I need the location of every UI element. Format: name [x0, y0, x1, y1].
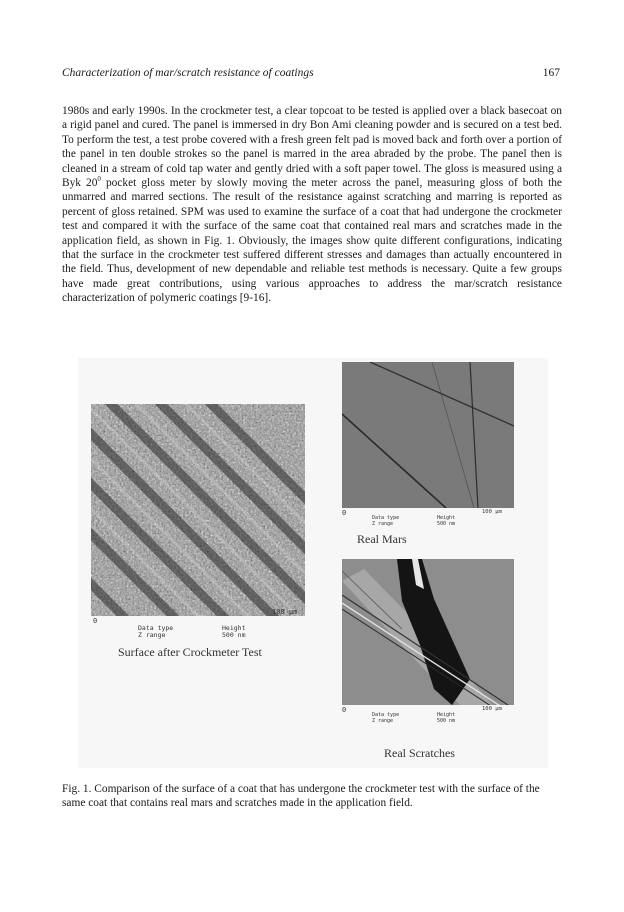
- scratches-meta-right: [437, 713, 455, 724]
- scratches-axis-min: 0: [342, 706, 347, 714]
- body-text-part-1: 1980s and early 1990s. In the crockmeter test, a clear topcoat to be tested is applied over a black basecoat on a rigid panel and cured. The panel is immersed in dry Bon Ami cleaning powder and is secured on a test bed. To perform the test, a test probe covered with a fresh green felt pad is moved back and forth over a portion of the panel in ten double strokes so the panel is marred in the area abraded by the probe. The panel then is cleaned in a stream of cold tap water and gently dried with a soft paper towel. The gloss is measured using a Byk 20: [62, 105, 562, 190]
- scratches-data-type-key: Data type: [372, 712, 400, 718]
- crockmeter-meta-left: [138, 625, 173, 639]
- degree-superscript: 0: [97, 175, 101, 184]
- real-mars-texture: [342, 362, 514, 508]
- crockmeter-meta-right: [222, 625, 245, 639]
- scratches-z-range-val: 500 nm: [437, 717, 456, 724]
- page-number: 167: [542, 67, 560, 79]
- crockmeter-spm-image: [91, 404, 305, 616]
- scratches-z-range-key: Z range: [372, 717, 394, 724]
- crockmeter-z-range-val: 500 nm: [222, 631, 246, 639]
- real-scratches-spm-image: [342, 559, 514, 705]
- real-mars-spm-image: [342, 362, 514, 508]
- running-head: [62, 67, 560, 79]
- scratches-axis-max: 100 µm: [482, 706, 502, 712]
- mars-z-range-key: Z range: [372, 520, 394, 527]
- mars-axis-min: 0: [342, 509, 347, 517]
- body-text-part-2: pocket gloss meter by slowly moving the meter across the panel, measuring gloss of both the unmarred and marred sections. The result of the resistance against scratching and marring is reported as percent of gloss retained. SPM was used to examine the surface of a coat that had undergone the crockmeter test and compared it with the surface of the same coat that contained real mars and scratches made in the application field, as shown in Fig. 1. Obviously, the images show quite different configurations, indicating that the surface in the crockmeter test suffered different stresses and damages than actually encountered in the field. Thus, development of new dependable and reliable test methods is necessary. Quite a few groups have made great contributions, using various approaches to address the mar/scratch resistance characterization of polymeric coatings [9-16].: [62, 177, 562, 305]
- mars-meta-left: [372, 516, 399, 527]
- mars-z-range-val: 500 nm: [437, 520, 456, 527]
- running-title: Characterization of mar/scratch resistance of coatings: [62, 67, 314, 79]
- real-scratches-texture: [342, 559, 514, 705]
- mars-meta-right: [437, 516, 455, 527]
- crockmeter-data-type-key: Data type: [138, 624, 174, 632]
- mars-caption: Real Mars: [357, 532, 407, 546]
- figure-caption: Fig. 1. Comparison of the surface of a coat that has undergone the crockmeter test with the surface of the same coat that contains real mars and scratches made in the application field.: [62, 783, 540, 810]
- crockmeter-z-range-key: Z range: [138, 631, 166, 639]
- mars-axis-max: 100 µm: [482, 509, 502, 515]
- mars-data-type-key: Data type: [372, 515, 400, 521]
- scratches-caption: Real Scratches: [384, 746, 455, 760]
- body-paragraph: [62, 104, 562, 306]
- crockmeter-caption: Surface after Crockmeter Test: [118, 645, 262, 659]
- scratches-data-type-val: Height: [437, 712, 456, 718]
- mars-data-type-val: Height: [437, 515, 456, 521]
- crockmeter-texture: [91, 404, 305, 616]
- crockmeter-axis-min: 0: [93, 617, 98, 625]
- crockmeter-data-type-val: Height: [222, 624, 246, 632]
- crockmeter-axis-max: 100 µm: [272, 608, 298, 616]
- scratches-meta-left: [372, 713, 399, 724]
